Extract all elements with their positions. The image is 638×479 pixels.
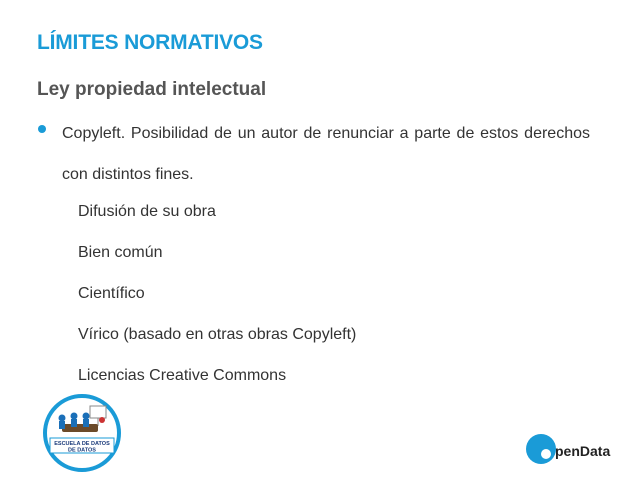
school-logo-icon (38, 392, 126, 474)
bullet-dot-icon (38, 125, 46, 133)
sub-item-bien-comun: Bien común (78, 244, 163, 261)
sub-item-virico: Vírico (basado en otras obras Copyleft) (78, 326, 357, 343)
slide-subtitle: Ley propiedad intelectual (37, 79, 267, 100)
opendata-logo-text: penData (555, 443, 611, 459)
sub-item-difusion: Difusión de su obra (78, 203, 216, 220)
school-logo-label-1: ESCUELA DE DATOS (54, 441, 110, 447)
slide-title: LÍMITES NORMATIVOS (37, 31, 263, 54)
bullet-paragraph: Copyleft. Posibilidad de un autor de renunciar a parte de estos derechos con distintos fines. (62, 125, 590, 183)
sub-item-cientifico: Científico (78, 285, 145, 302)
sub-item-creative-commons: Licencias Creative Commons (78, 367, 287, 384)
school-logo-label-2: DE DATOS (68, 447, 96, 454)
